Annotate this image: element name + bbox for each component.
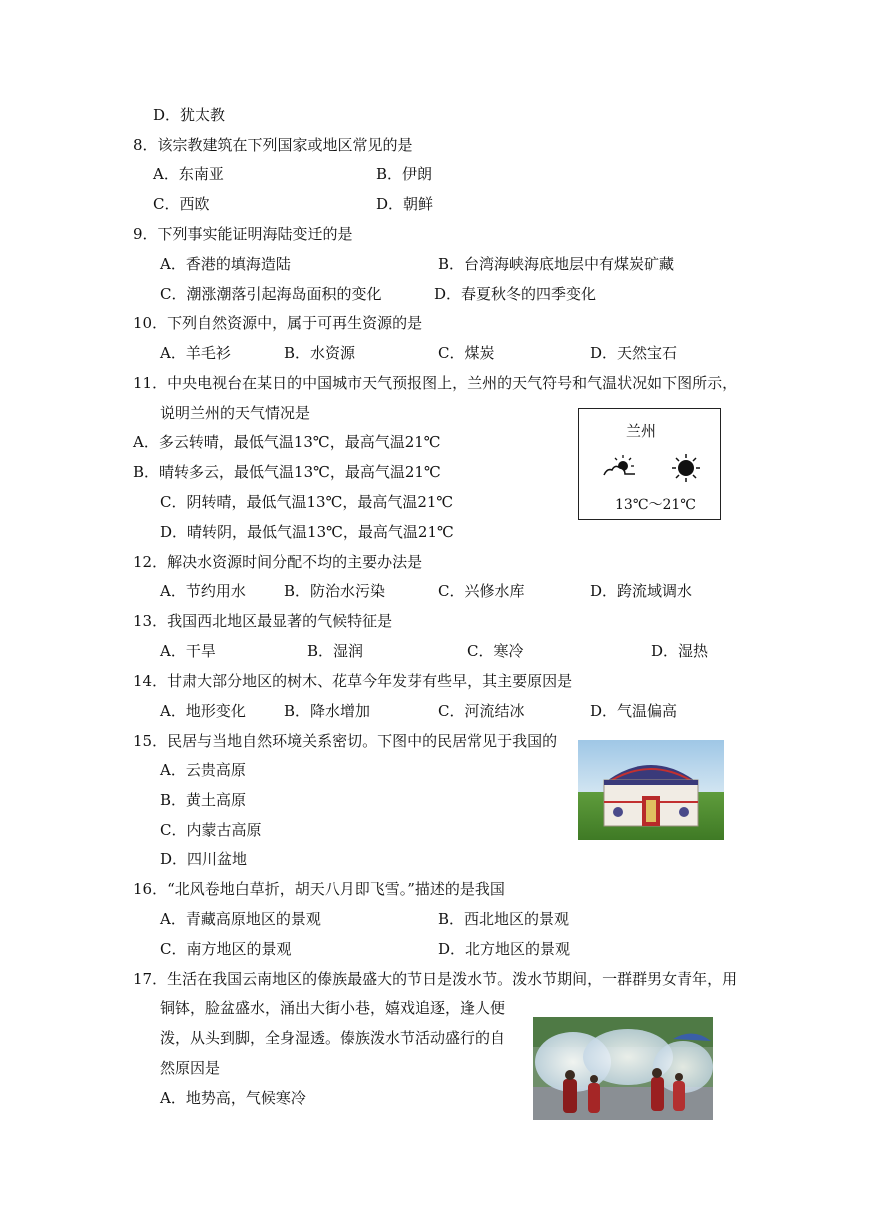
q16-option-d: D．北方地区的景观 <box>438 940 571 958</box>
cloudy-sunny-icon <box>601 451 641 481</box>
q12-option-a: A．节约用水 <box>160 582 246 600</box>
q13-option-c: C．寒冷 <box>467 642 524 660</box>
q12-option-c: C．兴修水库 <box>438 582 525 600</box>
sun-icon <box>671 453 701 483</box>
q11-option-d: D．晴转阴，最低气温13℃，最高气温21℃ <box>160 523 454 541</box>
yurt-photo <box>578 740 724 840</box>
q16-option-a: A．青藏高原地区的景观 <box>160 910 321 928</box>
q9-option-d: D．春夏秋冬的四季变化 <box>434 285 597 303</box>
q10-option-b: B．水资源 <box>284 344 356 362</box>
q16-stem: 16．“北风卷地白草折，胡天八月即飞雪。”描述的是我国 <box>133 880 505 898</box>
q10-option-c: C．煤炭 <box>438 344 495 362</box>
q14-option-c: C．河流结冰 <box>438 702 525 720</box>
q15-option-a: A．云贵高原 <box>160 761 246 779</box>
q13-option-a: A．干旱 <box>160 642 216 660</box>
q13-option-b: B．湿润 <box>307 642 364 660</box>
q17-option-a: A．地势高，气候寒冷 <box>160 1089 306 1107</box>
weather-temperature: 13℃～21℃ <box>615 497 696 513</box>
weather-forecast-box <box>578 408 721 520</box>
q11-stem-line2: 说明兰州的天气情况是 <box>160 404 311 422</box>
q11-option-c: C．阴转晴，最低气温13℃，最高气温21℃ <box>160 493 454 511</box>
q10-option-a: A．羊毛衫 <box>160 344 231 362</box>
q14-option-d: D．气温偏高 <box>590 702 678 720</box>
q13-option-d: D．湿热 <box>651 642 709 660</box>
q8-option-c: C．西欧 <box>153 195 210 213</box>
q17-stem-line3: 泼，从头到脚，全身湿透。傣族泼水节活动盛行的自 <box>160 1029 506 1047</box>
q11-option-a: A．多云转晴，最低气温13℃，最高气温21℃ <box>133 433 441 451</box>
q8-option-d: D．朝鲜 <box>376 195 434 213</box>
q15-option-b: B．黄土高原 <box>160 791 247 809</box>
q17-stem-line1: 17．生活在我国云南地区的傣族最盛大的节日是泼水节。泼水节期间，一群群男女青年，用 <box>133 970 738 988</box>
q8-option-a: A．东南亚 <box>153 165 224 183</box>
q12-stem: 12．解决水资源时间分配不均的主要办法是 <box>133 553 423 571</box>
q15-stem: 15．民居与当地自然环境关系密切。下图中的民居常见于我国的 <box>133 732 558 750</box>
q16-option-c: C．南方地区的景观 <box>160 940 292 958</box>
q17-stem-line4: 然原因是 <box>160 1059 221 1077</box>
q9-option-a: A．香港的填海造陆 <box>160 255 291 273</box>
q9-option-b: B．台湾海峡海底地层中有煤炭矿藏 <box>438 255 675 273</box>
q15-option-c: C．内蒙古高原 <box>160 821 262 839</box>
water-splashing-festival-photo <box>533 1017 713 1120</box>
weather-city: 兰州 <box>626 422 657 440</box>
q15-option-d: D．四川盆地 <box>160 850 248 868</box>
q11-option-b: B．晴转多云，最低气温13℃，最高气温21℃ <box>133 463 441 481</box>
q16-option-b: B．西北地区的景观 <box>438 910 570 928</box>
q10-option-d: D．天然宝石 <box>590 344 678 362</box>
q7-option-d: D．犹太教 <box>153 106 226 124</box>
q11-stem-line1: 11．中央电视台在某日的中国城市天气预报图上，兰州的天气符号和气温状况如下图所示， <box>133 374 738 392</box>
q12-option-b: B．防治水污染 <box>284 582 386 600</box>
q14-option-b: B．降水增加 <box>284 702 371 720</box>
q8-stem: 8．该宗教建筑在下列国家或地区常见的是 <box>133 136 413 154</box>
q14-option-a: A．地形变化 <box>160 702 246 720</box>
q12-option-d: D．跨流域调水 <box>590 582 693 600</box>
q9-option-c: C．潮涨潮落引起海岛面积的变化 <box>160 285 382 303</box>
q17-stem-line2: 铜钵，脸盆盛水，涌出大街小巷，嬉戏追逐，逢人便 <box>160 999 506 1017</box>
q9-stem: 9．下列事实能证明海陆变迁的是 <box>133 225 353 243</box>
q10-stem: 10．下列自然资源中，属于可再生资源的是 <box>133 314 423 332</box>
q8-option-b: B．伊朗 <box>376 165 433 183</box>
q13-stem: 13．我国西北地区最显著的气候特征是 <box>133 612 393 630</box>
q14-stem: 14．甘肃大部分地区的树木、花草今年发芽有些早，其主要原因是 <box>133 672 573 690</box>
